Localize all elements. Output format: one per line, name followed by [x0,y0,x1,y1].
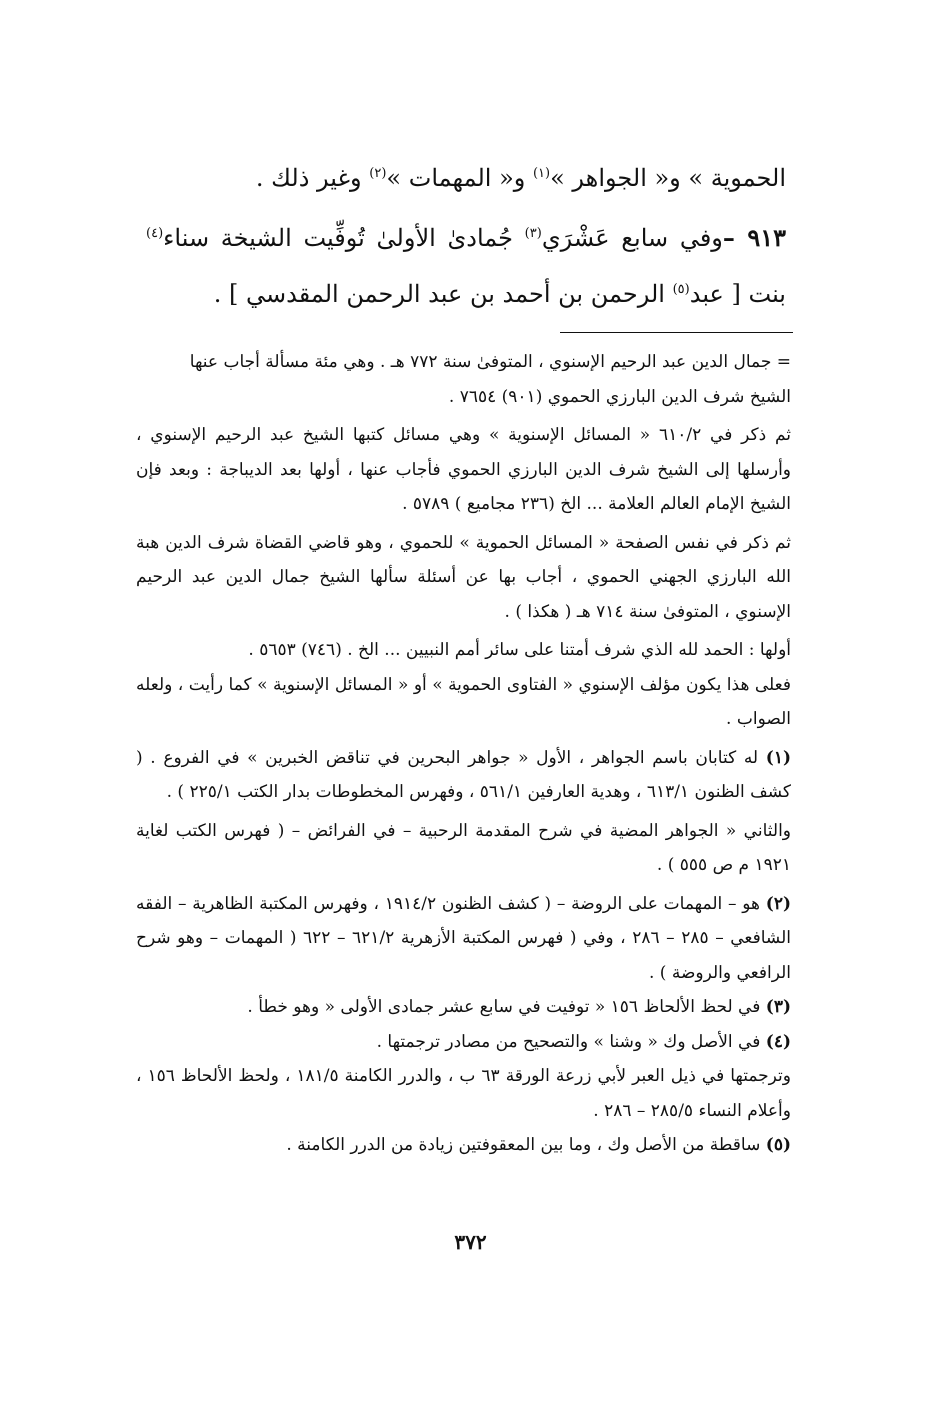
footnote-3-number: (٣) [765,997,791,1017]
entry-number: ٩١٣ – [722,223,786,252]
main-line-1 [146,150,786,206]
footnote-separator [560,332,793,333]
footnote-1-text: له كتابان باسم الجواهر ، الأول « جواهر البحرين في تناقض الخبرين » في الفروع . ( كشف الظنون ٦١٣/١ ، وهدية العارفين ٥٦١/١ ، وفهرس المخطوطات بدار الكتب ٢٢٥/١ ) . [136,747,791,802]
footnote-5-number: (٥) [765,1135,791,1155]
footnote-ref-5: (٥) [672,282,690,297]
footnote-4-text: في الأصل وك « وشنا » والتصحيح من مصادر ترجمتها . [376,1031,766,1052]
footnote-paragraph-4-rest: فعلى هذا يكون مؤلف الإسنوي « الفتاوى الحموية » أو « المسائل الإسنوية » كما رأيت ، ولعله الصواب . [136,674,791,729]
footnote-4-continued: وترجمتها في ذيل العبر لأبي زرعة الورقة ٦٣ ب ، والدرر الكامنة ١٨١/٥ ، ولحظ الألحاظ ١٥٦ ، وأعلام النساء ٢٨٥/٥ – ٢٨٦ . [136,1066,791,1121]
footnote-ref-2: (٢) [369,166,387,181]
footnote-2 [136,887,791,991]
page-number: ٣٧٢ [454,1230,487,1254]
footnote-2-text: هو – المهمات على الروضة – ( كشف الظنون ١٩١٤/٢ ، وفهرس المكتبة الظاهرية – الفقه الشافعي – ٢٨٥ – ٢٨٦ ، وفي ( فهرس المكتبة الأزهرية ٦٢١/٢ – ٦٢٢ ( المهمات – وهو شرح الرافعي والروضة ) . [136,893,791,983]
main-line-1-part-c: وغير ذلك . [255,164,370,192]
footnote-1-continued: والثاني « الجواهر المضية في شرح المقدمة الرحبية – في الفرائض – ( فهرس الكتب لغاية ١٩٢١ م ص ٥٥٥ ) . [136,820,791,875]
footnote-1-number: (١) [765,747,791,768]
entry-913 [146,210,786,322]
main-line-1-part-b: و« المهمات » [386,164,533,192]
entry-text-b: جُمادىٰ الأولىٰ تُوفِّيت الشيخة [220,224,525,252]
entry-text-c: سناء [163,224,210,252]
footnote-continuation-line-1: = جمال الدين عبد الرحيم الإسنوي ، المتوفىٰ سنة ٧٧٢ هـ . وهي مئة مسألة أجاب عنها [189,352,791,372]
footnote-paragraph-2: ثم ذكر في ٦١٠/٢ « المسائل الإسنوية » وهي مسائل كتبها الشيخ عبد الرحيم الإسنوي ، وأرسلها إلى الشيخ شرف الدين البارزي الحموي فأجاب عنها ، أولها بعد الديباجة : وبعد فإن الشيخ الإمام العالم العلامة ... الخ (٢٣٦ مجاميع ) ٥٧٨٩ . [136,425,791,514]
entry-text-a: وفي سابع عَشْرَي [541,224,723,252]
footnote-2-number: (٢) [765,893,791,914]
footnote-ref-3: (٣) [524,226,542,241]
footnote-4-number: (٤) [765,1031,791,1052]
footnote-3-text: في لحظ الألحاظ ١٥٦ « توفيت في سابع عشر جمادى الأولى « وهو خطأ . [247,997,766,1017]
main-text [146,150,786,322]
footnote-paragraph-4 [136,633,791,737]
footnote-5 [136,1128,791,1163]
footnote-4 [136,1025,791,1060]
entry-text-e: الرحمن بن أحمد بن عبد الرحمن المقدسي ] . [213,280,673,308]
footnote-paragraph-4-line-1: أولها : الحمد لله الذي شرف أمتنا على سائر أمم النبيين ... الخ . (٧٤٦) ٥٦٥٣ . [248,640,791,660]
footnote-paragraph-3: ثم ذكر في نفس الصفحة « المسائل الحموية » للحموي ، وهو قاضي القضاة شرف الدين هبة الله البارزي الجهني الحموي ، أجاب بها عن أسئلة سألها الشيخ جمال الدين عبد الرحيم الإسنوي ، المتوفىٰ سنة ٧١٤ هـ ( هكذا ) . [136,532,791,622]
footnote-continuation [136,345,791,414]
footnotes [136,345,791,1163]
footnote-1 [136,741,791,810]
footnote-3 [136,990,791,1025]
footnote-5-text: ساقطة من الأصل وك ، وما بين المعقوفتين زيادة من الدرر الكامنة . [286,1135,766,1155]
main-line-1-part-a: الحموية » و« الجواهر » [550,164,786,192]
entry-text-d: بنت [ عبد [689,280,786,308]
footnote-ref-1: (١) [532,166,551,181]
footnote-ref-4: (٤) [146,226,164,241]
footnote-continuation-line-2: الشيخ شرف الدين البارزي الحموي (٩٠١) ٧٦٥٤ . [448,386,791,407]
